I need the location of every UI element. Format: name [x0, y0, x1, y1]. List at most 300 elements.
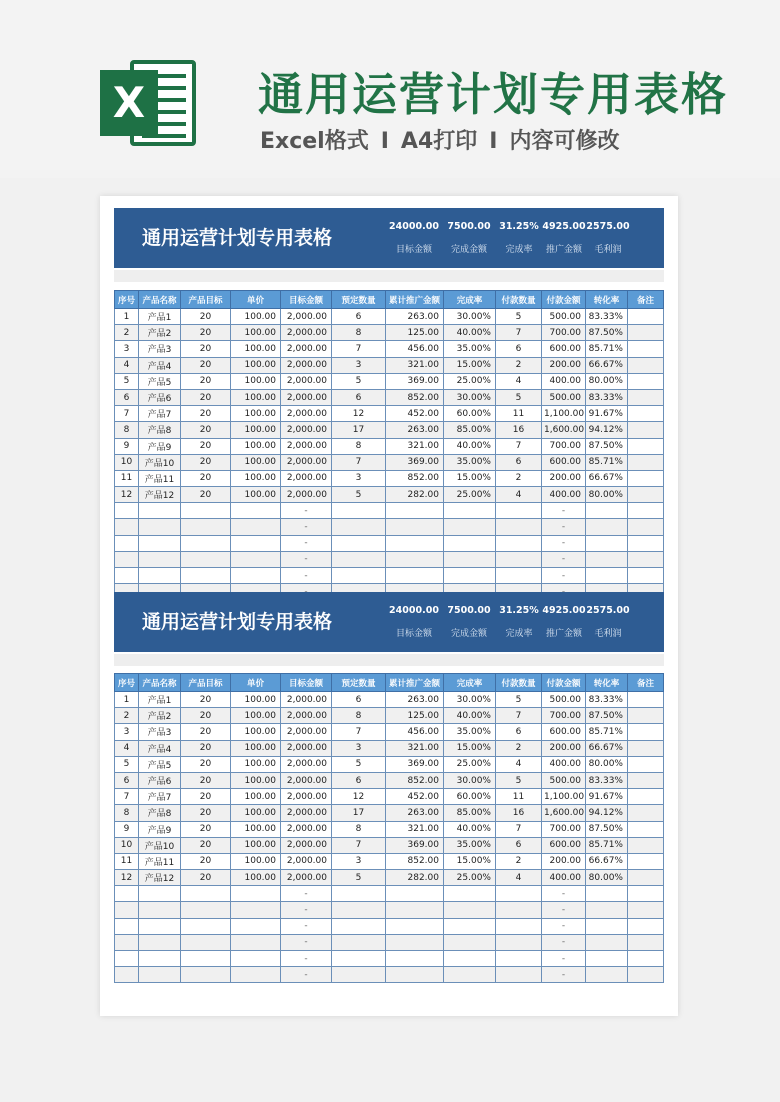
cell-target-amount[interactable]: -: [281, 568, 332, 584]
cell-conversion-rate[interactable]: 87.50%: [586, 325, 628, 341]
cell-reserved-qty[interactable]: 17: [332, 422, 386, 438]
cell-product-name[interactable]: [139, 934, 181, 950]
cell-target-amount[interactable]: 2,000.00: [281, 454, 332, 470]
cell-promo-amount[interactable]: 321.00: [386, 821, 444, 837]
cell-index[interactable]: 12: [115, 870, 139, 886]
cell-unit-price[interactable]: 100.00: [231, 870, 281, 886]
cell-index[interactable]: [115, 918, 139, 934]
cell-paid-qty[interactable]: 5: [496, 692, 542, 708]
cell-product-name[interactable]: 产品4: [139, 740, 181, 756]
cell-index[interactable]: 12: [115, 487, 139, 503]
cell-conversion-rate[interactable]: [586, 934, 628, 950]
cell-promo-amount[interactable]: 263.00: [386, 692, 444, 708]
cell-index[interactable]: [115, 902, 139, 918]
cell-unit-price[interactable]: 100.00: [231, 837, 281, 853]
cell-index[interactable]: [115, 535, 139, 551]
cell-paid-qty[interactable]: [496, 902, 542, 918]
cell-unit-price[interactable]: [231, 551, 281, 567]
cell-paid-amount[interactable]: 600.00: [542, 454, 586, 470]
cell-paid-amount[interactable]: -: [542, 918, 586, 934]
cell-conversion-rate[interactable]: 83.33%: [586, 309, 628, 325]
cell-index[interactable]: 9: [115, 821, 139, 837]
cell-unit-price[interactable]: 100.00: [231, 309, 281, 325]
cell-paid-amount[interactable]: 500.00: [542, 692, 586, 708]
cell-reserved-qty[interactable]: [332, 918, 386, 934]
cell-completion-rate[interactable]: 15.00%: [444, 357, 496, 373]
cell-target-amount[interactable]: 2,000.00: [281, 692, 332, 708]
cell-unit-price[interactable]: [231, 568, 281, 584]
cell-paid-amount[interactable]: 1,600.00: [542, 422, 586, 438]
cell-product-name[interactable]: 产品6: [139, 389, 181, 405]
cell-paid-amount[interactable]: 200.00: [542, 853, 586, 869]
cell-paid-amount[interactable]: 700.00: [542, 325, 586, 341]
cell-product-name[interactable]: [139, 951, 181, 967]
cell-remark[interactable]: [628, 853, 664, 869]
cell-product-target[interactable]: 20: [181, 870, 231, 886]
cell-product-name[interactable]: 产品7: [139, 789, 181, 805]
cell-remark[interactable]: [628, 805, 664, 821]
cell-product-name[interactable]: 产品12: [139, 870, 181, 886]
cell-unit-price[interactable]: 100.00: [231, 740, 281, 756]
cell-product-target[interactable]: [181, 551, 231, 567]
cell-paid-amount[interactable]: -: [542, 519, 586, 535]
cell-product-target[interactable]: [181, 886, 231, 902]
cell-paid-amount[interactable]: 500.00: [542, 772, 586, 788]
cell-index[interactable]: 1: [115, 692, 139, 708]
cell-conversion-rate[interactable]: 80.00%: [586, 870, 628, 886]
cell-remark[interactable]: [628, 519, 664, 535]
cell-completion-rate[interactable]: 25.00%: [444, 373, 496, 389]
cell-index[interactable]: [115, 551, 139, 567]
cell-product-name[interactable]: 产品5: [139, 373, 181, 389]
cell-index[interactable]: [115, 934, 139, 950]
cell-target-amount[interactable]: 2,000.00: [281, 772, 332, 788]
cell-remark[interactable]: [628, 967, 664, 983]
cell-unit-price[interactable]: 100.00: [231, 438, 281, 454]
cell-product-name[interactable]: 产品8: [139, 805, 181, 821]
cell-promo-amount[interactable]: [386, 967, 444, 983]
cell-completion-rate[interactable]: 30.00%: [444, 692, 496, 708]
cell-product-target[interactable]: [181, 902, 231, 918]
cell-paid-qty[interactable]: 5: [496, 389, 542, 405]
cell-unit-price[interactable]: 100.00: [231, 373, 281, 389]
cell-target-amount[interactable]: -: [281, 934, 332, 950]
cell-product-name[interactable]: [139, 918, 181, 934]
cell-index[interactable]: 10: [115, 454, 139, 470]
cell-completion-rate[interactable]: [444, 535, 496, 551]
cell-index[interactable]: [115, 519, 139, 535]
cell-target-amount[interactable]: 2,000.00: [281, 487, 332, 503]
cell-product-target[interactable]: 20: [181, 422, 231, 438]
cell-conversion-rate[interactable]: 85.71%: [586, 724, 628, 740]
cell-reserved-qty[interactable]: 8: [332, 325, 386, 341]
cell-product-name[interactable]: 产品8: [139, 422, 181, 438]
cell-product-target[interactable]: [181, 967, 231, 983]
cell-paid-amount[interactable]: 1,100.00: [542, 789, 586, 805]
cell-target-amount[interactable]: -: [281, 503, 332, 519]
cell-promo-amount[interactable]: 321.00: [386, 357, 444, 373]
cell-reserved-qty[interactable]: [332, 551, 386, 567]
cell-product-name[interactable]: 产品11: [139, 470, 181, 486]
cell-reserved-qty[interactable]: 12: [332, 789, 386, 805]
cell-remark[interactable]: [628, 789, 664, 805]
cell-paid-amount[interactable]: -: [542, 951, 586, 967]
cell-index[interactable]: 7: [115, 406, 139, 422]
cell-completion-rate[interactable]: 30.00%: [444, 772, 496, 788]
cell-completion-rate[interactable]: [444, 918, 496, 934]
cell-reserved-qty[interactable]: 3: [332, 740, 386, 756]
cell-conversion-rate[interactable]: 85.71%: [586, 341, 628, 357]
cell-product-name[interactable]: 产品2: [139, 708, 181, 724]
cell-conversion-rate[interactable]: 94.12%: [586, 805, 628, 821]
cell-paid-qty[interactable]: 4: [496, 373, 542, 389]
cell-product-target[interactable]: [181, 519, 231, 535]
cell-remark[interactable]: [628, 692, 664, 708]
cell-conversion-rate[interactable]: [586, 535, 628, 551]
cell-product-target[interactable]: 20: [181, 805, 231, 821]
cell-reserved-qty[interactable]: [332, 902, 386, 918]
cell-conversion-rate[interactable]: 83.33%: [586, 692, 628, 708]
cell-promo-amount[interactable]: 369.00: [386, 373, 444, 389]
cell-remark[interactable]: [628, 309, 664, 325]
cell-product-target[interactable]: 20: [181, 821, 231, 837]
cell-unit-price[interactable]: 100.00: [231, 470, 281, 486]
cell-promo-amount[interactable]: [386, 934, 444, 950]
cell-paid-qty[interactable]: 16: [496, 805, 542, 821]
cell-remark[interactable]: [628, 756, 664, 772]
cell-remark[interactable]: [628, 934, 664, 950]
cell-remark[interactable]: [628, 406, 664, 422]
cell-reserved-qty[interactable]: 8: [332, 821, 386, 837]
cell-target-amount[interactable]: 2,000.00: [281, 325, 332, 341]
cell-unit-price[interactable]: 100.00: [231, 406, 281, 422]
cell-promo-amount[interactable]: 852.00: [386, 470, 444, 486]
cell-product-target[interactable]: 20: [181, 357, 231, 373]
cell-conversion-rate[interactable]: [586, 951, 628, 967]
cell-product-target[interactable]: 20: [181, 470, 231, 486]
cell-conversion-rate[interactable]: [586, 551, 628, 567]
cell-product-name[interactable]: 产品3: [139, 724, 181, 740]
cell-paid-qty[interactable]: [496, 535, 542, 551]
cell-remark[interactable]: [628, 438, 664, 454]
cell-completion-rate[interactable]: 30.00%: [444, 309, 496, 325]
cell-unit-price[interactable]: [231, 886, 281, 902]
cell-target-amount[interactable]: -: [281, 951, 332, 967]
cell-promo-amount[interactable]: 125.00: [386, 325, 444, 341]
cell-promo-amount[interactable]: 456.00: [386, 724, 444, 740]
cell-promo-amount[interactable]: [386, 886, 444, 902]
cell-paid-qty[interactable]: [496, 951, 542, 967]
cell-paid-amount[interactable]: -: [542, 886, 586, 902]
cell-conversion-rate[interactable]: 66.67%: [586, 357, 628, 373]
cell-completion-rate[interactable]: [444, 568, 496, 584]
cell-paid-amount[interactable]: 400.00: [542, 870, 586, 886]
cell-completion-rate[interactable]: 40.00%: [444, 325, 496, 341]
cell-reserved-qty[interactable]: 8: [332, 438, 386, 454]
cell-unit-price[interactable]: 100.00: [231, 341, 281, 357]
cell-conversion-rate[interactable]: 87.50%: [586, 438, 628, 454]
cell-paid-qty[interactable]: 7: [496, 325, 542, 341]
cell-paid-qty[interactable]: 2: [496, 740, 542, 756]
cell-paid-amount[interactable]: 500.00: [542, 389, 586, 405]
cell-promo-amount[interactable]: 452.00: [386, 789, 444, 805]
cell-paid-qty[interactable]: 16: [496, 422, 542, 438]
cell-paid-amount[interactable]: 700.00: [542, 438, 586, 454]
cell-paid-amount[interactable]: 600.00: [542, 724, 586, 740]
cell-reserved-qty[interactable]: [332, 951, 386, 967]
cell-completion-rate[interactable]: [444, 902, 496, 918]
cell-remark[interactable]: [628, 487, 664, 503]
cell-remark[interactable]: [628, 902, 664, 918]
cell-unit-price[interactable]: 100.00: [231, 357, 281, 373]
cell-unit-price[interactable]: [231, 519, 281, 535]
cell-reserved-qty[interactable]: 3: [332, 357, 386, 373]
cell-completion-rate[interactable]: [444, 519, 496, 535]
cell-paid-amount[interactable]: 200.00: [542, 740, 586, 756]
cell-product-target[interactable]: 20: [181, 692, 231, 708]
cell-conversion-rate[interactable]: 83.33%: [586, 772, 628, 788]
cell-index[interactable]: 6: [115, 772, 139, 788]
cell-completion-rate[interactable]: 35.00%: [444, 454, 496, 470]
cell-completion-rate[interactable]: 40.00%: [444, 438, 496, 454]
cell-reserved-qty[interactable]: 5: [332, 756, 386, 772]
cell-reserved-qty[interactable]: 3: [332, 853, 386, 869]
cell-product-name[interactable]: [139, 503, 181, 519]
cell-target-amount[interactable]: -: [281, 967, 332, 983]
cell-paid-amount[interactable]: -: [542, 503, 586, 519]
cell-paid-qty[interactable]: [496, 551, 542, 567]
cell-promo-amount[interactable]: [386, 951, 444, 967]
cell-promo-amount[interactable]: [386, 535, 444, 551]
cell-paid-qty[interactable]: 6: [496, 837, 542, 853]
cell-product-target[interactable]: 20: [181, 373, 231, 389]
cell-paid-amount[interactable]: 400.00: [542, 373, 586, 389]
cell-target-amount[interactable]: -: [281, 886, 332, 902]
cell-index[interactable]: 8: [115, 422, 139, 438]
cell-index[interactable]: [115, 886, 139, 902]
cell-remark[interactable]: [628, 821, 664, 837]
cell-conversion-rate[interactable]: 87.50%: [586, 708, 628, 724]
cell-unit-price[interactable]: 100.00: [231, 422, 281, 438]
cell-target-amount[interactable]: 2,000.00: [281, 389, 332, 405]
cell-promo-amount[interactable]: 369.00: [386, 756, 444, 772]
cell-reserved-qty[interactable]: [332, 519, 386, 535]
cell-product-name[interactable]: [139, 568, 181, 584]
cell-target-amount[interactable]: 2,000.00: [281, 724, 332, 740]
cell-promo-amount[interactable]: 125.00: [386, 708, 444, 724]
cell-target-amount[interactable]: 2,000.00: [281, 789, 332, 805]
cell-conversion-rate[interactable]: 80.00%: [586, 373, 628, 389]
cell-product-name[interactable]: [139, 551, 181, 567]
cell-target-amount[interactable]: 2,000.00: [281, 470, 332, 486]
cell-paid-qty[interactable]: 2: [496, 853, 542, 869]
cell-remark[interactable]: [628, 551, 664, 567]
cell-remark[interactable]: [628, 708, 664, 724]
cell-product-target[interactable]: 20: [181, 341, 231, 357]
cell-product-target[interactable]: 20: [181, 325, 231, 341]
cell-completion-rate[interactable]: 25.00%: [444, 487, 496, 503]
cell-promo-amount[interactable]: 452.00: [386, 406, 444, 422]
cell-paid-qty[interactable]: 4: [496, 756, 542, 772]
cell-completion-rate[interactable]: 85.00%: [444, 422, 496, 438]
cell-remark[interactable]: [628, 837, 664, 853]
cell-index[interactable]: 6: [115, 389, 139, 405]
cell-reserved-qty[interactable]: 3: [332, 470, 386, 486]
cell-reserved-qty[interactable]: 5: [332, 487, 386, 503]
cell-conversion-rate[interactable]: 80.00%: [586, 487, 628, 503]
cell-product-target[interactable]: [181, 918, 231, 934]
cell-unit-price[interactable]: [231, 503, 281, 519]
cell-paid-amount[interactable]: -: [542, 535, 586, 551]
cell-promo-amount[interactable]: 263.00: [386, 805, 444, 821]
cell-paid-amount[interactable]: 600.00: [542, 837, 586, 853]
cell-paid-amount[interactable]: 500.00: [542, 309, 586, 325]
cell-target-amount[interactable]: 2,000.00: [281, 357, 332, 373]
cell-unit-price[interactable]: [231, 902, 281, 918]
cell-completion-rate[interactable]: 15.00%: [444, 470, 496, 486]
cell-unit-price[interactable]: 100.00: [231, 487, 281, 503]
cell-target-amount[interactable]: 2,000.00: [281, 756, 332, 772]
cell-product-name[interactable]: 产品1: [139, 692, 181, 708]
cell-paid-qty[interactable]: 5: [496, 772, 542, 788]
cell-index[interactable]: 9: [115, 438, 139, 454]
cell-paid-qty[interactable]: 7: [496, 708, 542, 724]
cell-unit-price[interactable]: [231, 951, 281, 967]
cell-promo-amount[interactable]: 852.00: [386, 389, 444, 405]
cell-index[interactable]: 8: [115, 805, 139, 821]
cell-remark[interactable]: [628, 918, 664, 934]
cell-unit-price[interactable]: [231, 535, 281, 551]
cell-completion-rate[interactable]: 30.00%: [444, 389, 496, 405]
cell-unit-price[interactable]: 100.00: [231, 853, 281, 869]
cell-product-name[interactable]: 产品12: [139, 487, 181, 503]
cell-unit-price[interactable]: 100.00: [231, 789, 281, 805]
cell-paid-qty[interactable]: 2: [496, 357, 542, 373]
cell-index[interactable]: 1: [115, 309, 139, 325]
cell-reserved-qty[interactable]: [332, 503, 386, 519]
cell-completion-rate[interactable]: 35.00%: [444, 837, 496, 853]
cell-paid-amount[interactable]: -: [542, 934, 586, 950]
cell-target-amount[interactable]: -: [281, 551, 332, 567]
cell-reserved-qty[interactable]: [332, 967, 386, 983]
cell-reserved-qty[interactable]: 6: [332, 692, 386, 708]
cell-conversion-rate[interactable]: 83.33%: [586, 389, 628, 405]
cell-reserved-qty[interactable]: 7: [332, 724, 386, 740]
cell-promo-amount[interactable]: 369.00: [386, 837, 444, 853]
cell-target-amount[interactable]: -: [281, 535, 332, 551]
cell-promo-amount[interactable]: 456.00: [386, 341, 444, 357]
cell-index[interactable]: 7: [115, 789, 139, 805]
cell-reserved-qty[interactable]: 7: [332, 454, 386, 470]
cell-conversion-rate[interactable]: [586, 519, 628, 535]
cell-paid-amount[interactable]: -: [542, 551, 586, 567]
cell-paid-amount[interactable]: -: [542, 967, 586, 983]
cell-product-name[interactable]: 产品3: [139, 341, 181, 357]
cell-product-target[interactable]: [181, 503, 231, 519]
cell-product-name[interactable]: 产品2: [139, 325, 181, 341]
cell-remark[interactable]: [628, 503, 664, 519]
cell-product-name[interactable]: [139, 902, 181, 918]
cell-product-name[interactable]: [139, 519, 181, 535]
cell-remark[interactable]: [628, 951, 664, 967]
cell-promo-amount[interactable]: [386, 503, 444, 519]
cell-paid-amount[interactable]: 200.00: [542, 357, 586, 373]
cell-target-amount[interactable]: 2,000.00: [281, 805, 332, 821]
cell-unit-price[interactable]: 100.00: [231, 821, 281, 837]
cell-index[interactable]: [115, 951, 139, 967]
cell-remark[interactable]: [628, 341, 664, 357]
cell-reserved-qty[interactable]: 7: [332, 837, 386, 853]
cell-product-target[interactable]: 20: [181, 837, 231, 853]
cell-reserved-qty[interactable]: [332, 568, 386, 584]
cell-paid-qty[interactable]: [496, 934, 542, 950]
cell-completion-rate[interactable]: 35.00%: [444, 724, 496, 740]
cell-paid-amount[interactable]: -: [542, 568, 586, 584]
cell-promo-amount[interactable]: 263.00: [386, 309, 444, 325]
cell-conversion-rate[interactable]: 87.50%: [586, 821, 628, 837]
cell-target-amount[interactable]: 2,000.00: [281, 422, 332, 438]
cell-conversion-rate[interactable]: 94.12%: [586, 422, 628, 438]
cell-remark[interactable]: [628, 535, 664, 551]
cell-index[interactable]: 4: [115, 740, 139, 756]
cell-target-amount[interactable]: 2,000.00: [281, 708, 332, 724]
cell-product-name[interactable]: 产品11: [139, 853, 181, 869]
cell-paid-amount[interactable]: 700.00: [542, 708, 586, 724]
cell-product-target[interactable]: 20: [181, 389, 231, 405]
cell-paid-qty[interactable]: [496, 886, 542, 902]
cell-paid-qty[interactable]: 5: [496, 309, 542, 325]
cell-conversion-rate[interactable]: 85.71%: [586, 454, 628, 470]
cell-conversion-rate[interactable]: 91.67%: [586, 406, 628, 422]
cell-completion-rate[interactable]: 40.00%: [444, 821, 496, 837]
cell-paid-qty[interactable]: 4: [496, 487, 542, 503]
cell-reserved-qty[interactable]: 5: [332, 373, 386, 389]
cell-product-name[interactable]: 产品5: [139, 756, 181, 772]
cell-target-amount[interactable]: -: [281, 519, 332, 535]
cell-promo-amount[interactable]: 369.00: [386, 454, 444, 470]
cell-index[interactable]: 4: [115, 357, 139, 373]
cell-product-name[interactable]: 产品4: [139, 357, 181, 373]
cell-conversion-rate[interactable]: [586, 503, 628, 519]
cell-product-name[interactable]: 产品9: [139, 438, 181, 454]
cell-index[interactable]: 11: [115, 470, 139, 486]
cell-reserved-qty[interactable]: 8: [332, 708, 386, 724]
cell-unit-price[interactable]: 100.00: [231, 724, 281, 740]
cell-product-target[interactable]: 20: [181, 756, 231, 772]
cell-promo-amount[interactable]: 321.00: [386, 438, 444, 454]
cell-target-amount[interactable]: 2,000.00: [281, 740, 332, 756]
cell-reserved-qty[interactable]: 6: [332, 772, 386, 788]
cell-unit-price[interactable]: 100.00: [231, 389, 281, 405]
cell-product-target[interactable]: 20: [181, 487, 231, 503]
cell-paid-qty[interactable]: [496, 967, 542, 983]
cell-promo-amount[interactable]: [386, 551, 444, 567]
cell-paid-qty[interactable]: 6: [496, 724, 542, 740]
cell-product-target[interactable]: [181, 568, 231, 584]
cell-index[interactable]: [115, 568, 139, 584]
cell-target-amount[interactable]: 2,000.00: [281, 341, 332, 357]
cell-product-target[interactable]: [181, 951, 231, 967]
cell-index[interactable]: 5: [115, 373, 139, 389]
cell-conversion-rate[interactable]: 66.67%: [586, 740, 628, 756]
cell-promo-amount[interactable]: [386, 902, 444, 918]
cell-index[interactable]: 3: [115, 341, 139, 357]
cell-conversion-rate[interactable]: [586, 967, 628, 983]
cell-target-amount[interactable]: 2,000.00: [281, 406, 332, 422]
cell-remark[interactable]: [628, 886, 664, 902]
cell-paid-qty[interactable]: 4: [496, 870, 542, 886]
cell-product-name[interactable]: [139, 535, 181, 551]
